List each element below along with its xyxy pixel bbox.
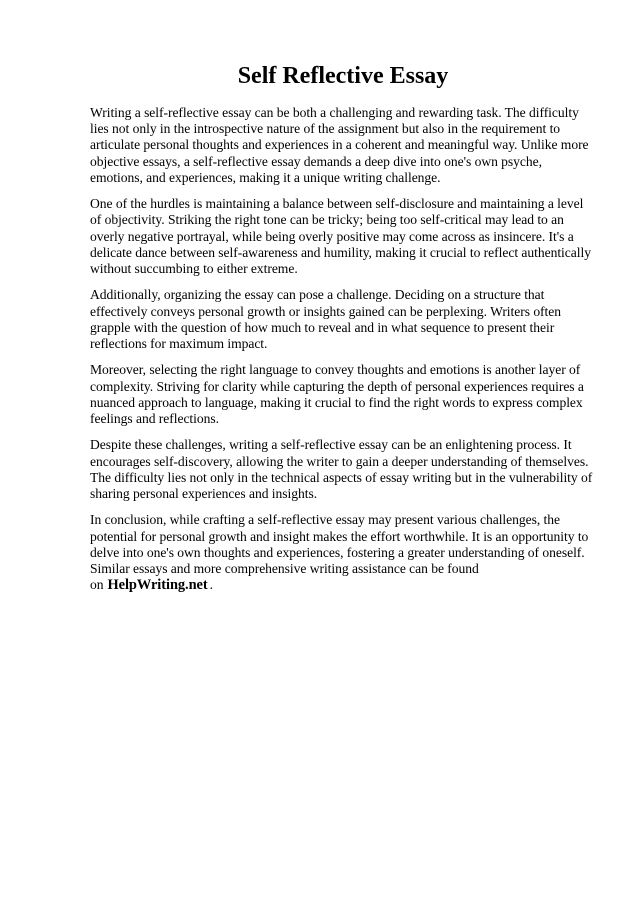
document-page — [90, 62, 596, 604]
helpwriting-link[interactable]: HelpWriting.net — [107, 577, 208, 594]
paragraph-organizing: Additionally, organizing the essay can pose a challenge. Deciding on a structure that effectively conveys personal growth or insights gained can be perplexing. Writers often grapple with the question of how much to reveal and in what sequence to present their reflections for maximum impact. — [90, 287, 561, 352]
conclusion-end: . — [209, 577, 213, 593]
paragraph-conclusion — [90, 512, 596, 593]
paragraph-language: Moreover, selecting the right language to convey thoughts and emotions is another layer of complexity. Striving for clarity while capturing the depth of personal experiences requires a nuanced approach to language, making it crucial to find the right words to express complex feelings and reflections. — [90, 362, 584, 427]
paragraph-intro: Writing a self-reflective essay can be both a challenging and rewarding task. The difficulty lies not only in the introspective nature of the assignment but also in the requirement to articulate personal thoughts and experiences in a coherent and meaningful way. Unlike more objective essays, a self-reflective essay demands a deep dive into one's own psyche, emotions, and experiences, making it a unique writing challenge. — [90, 105, 589, 185]
paragraph-balance: One of the hurdles is maintaining a balance between self-disclosure and maintaining a level of objectivity. Striking the right tone can be tricky; being too self-critical may lead to an overly negative portrayal, while being overly positive may come across as insincere. It's a delicate dance between self-awareness and humility, making it crucial to reflect authentically without succumbing to either extreme. — [90, 196, 591, 277]
document-title: Self Reflective Essay — [237, 63, 449, 89]
paragraph-challenges: Despite these challenges, writing a self-reflective essay can be an enlightening process. It encourages self-discovery, allowing the writer to gain a deeper understanding of themselves. The difficulty lies not only in the technical aspects of essay writing but in the vulnerability of sharing personal experiences and insights. — [90, 437, 593, 502]
conclusion-text: In conclusion, while crafting a self-reflective essay may present various challenges, the potential for personal growth and insight makes the effort worthwhile. It is an opportunity to delve into one's own thoughts and experiences, fostering a greater understanding of oneself. Similar essays and more comprehensive writing assistance can be found on — [90, 512, 589, 593]
